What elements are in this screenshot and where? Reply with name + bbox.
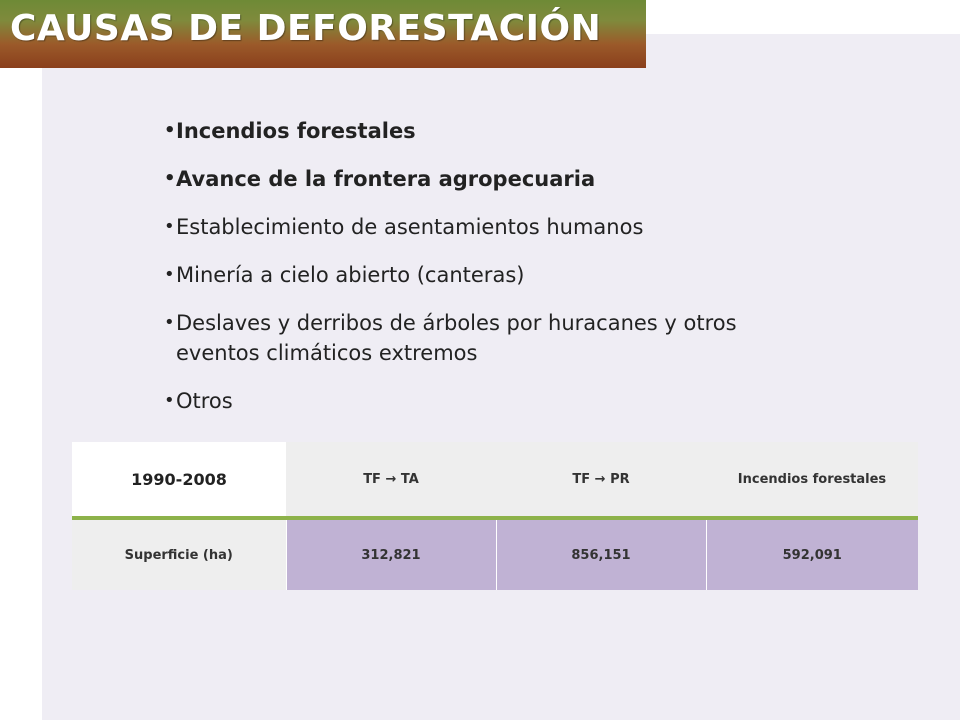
bullet-list (164, 116, 804, 434)
table-header-cell: TF → TA (286, 442, 496, 518)
bullet-item: • Incendios forestales (164, 116, 804, 146)
bullet-item: • Deslaves y derribos de árboles por huracanes y otros eventos climáticos extremos (164, 308, 804, 368)
table-cell: 312,821 (286, 518, 496, 590)
table-header-cell: TF → PR (496, 442, 706, 518)
bullet-item: • Minería a cielo abierto (canteras) (164, 260, 804, 290)
bullet-item: • Otros (164, 386, 804, 416)
deforestation-table (72, 442, 918, 590)
table-header-cell: Incendios forestales (706, 442, 918, 518)
table-cell: 856,151 (496, 518, 706, 590)
table-corner-cell: 1990-2008 (72, 442, 286, 518)
table-cell: 592,091 (706, 518, 918, 590)
bullet-item: • Establecimiento de asentamientos humanos (164, 212, 804, 242)
table-row-label: Superficie (ha) (72, 518, 286, 590)
title-banner (0, 0, 646, 68)
bullet-item: • Avance de la frontera agropecuaria (164, 164, 804, 194)
table-row (72, 518, 918, 590)
slide-title: CAUSAS DE DEFORESTACIÓN (10, 8, 602, 49)
table-header-row (72, 442, 918, 518)
